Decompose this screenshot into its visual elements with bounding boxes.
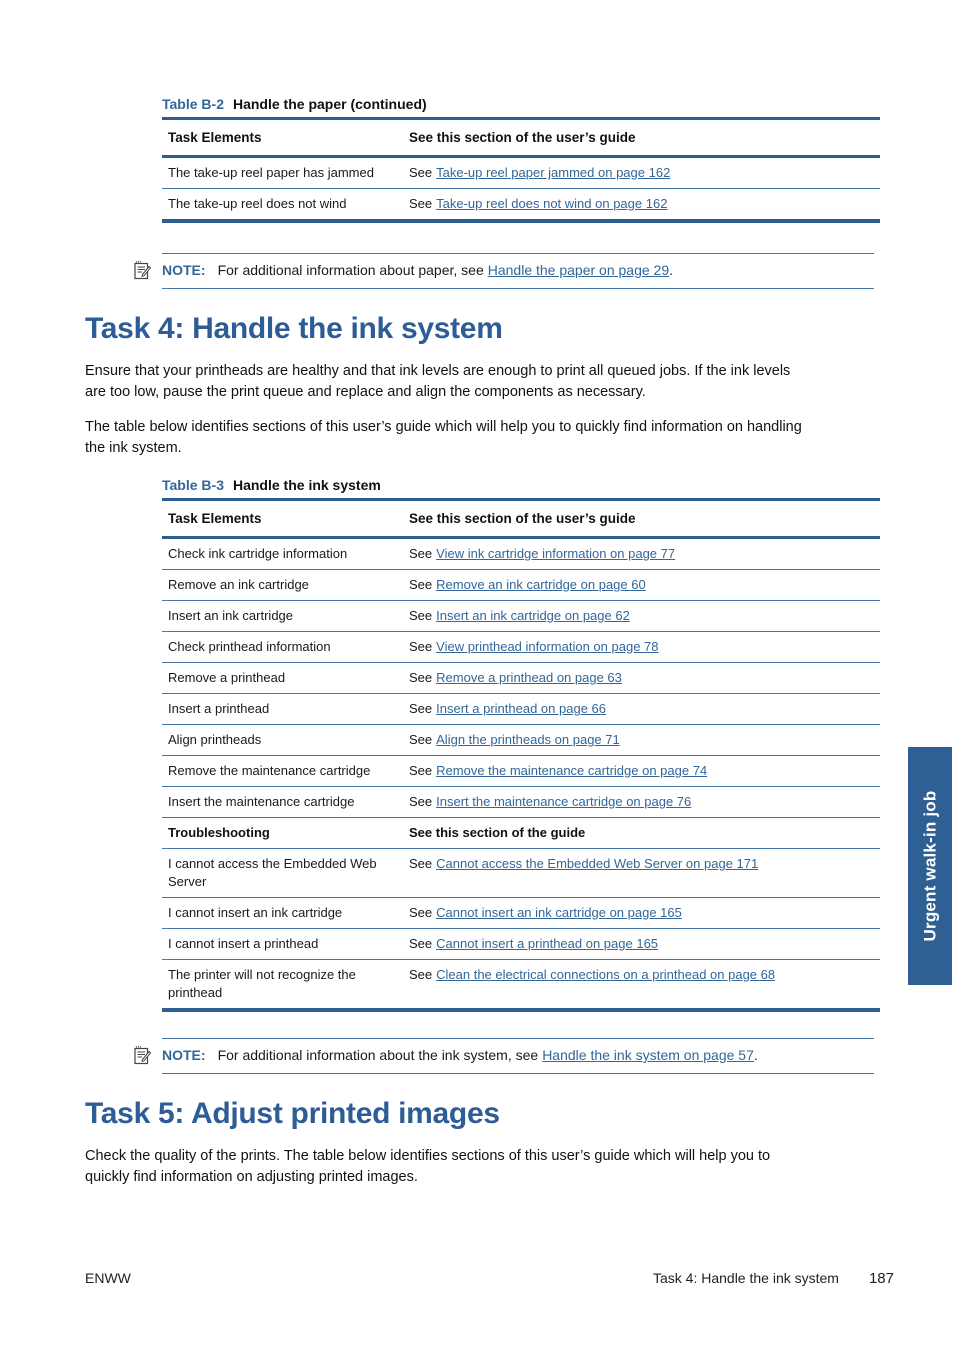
see-cell (403, 849, 880, 879)
table-row (162, 632, 880, 663)
section-link[interactable]: Take-up reel paper jammed on page 162 (436, 165, 671, 180)
see-cell (403, 539, 880, 569)
see-prefix: See (409, 794, 433, 809)
section-link[interactable]: Clean the electrical connections on a printhead on page 68 (436, 967, 776, 982)
table-row (162, 849, 880, 898)
table-subheader-row-troubleshooting (162, 818, 880, 849)
note-link[interactable]: Handle the ink system on page 57 (542, 1047, 754, 1063)
see-prefix: See (409, 608, 433, 623)
task-cell: I cannot access the Embedded Web Server (168, 856, 377, 889)
task-cell: I cannot insert an ink cartridge (168, 905, 343, 920)
table-row (162, 663, 880, 694)
see-cell (403, 632, 880, 662)
table-b3-caption (162, 477, 880, 493)
see-cell (403, 725, 880, 755)
see-prefix: See (409, 936, 433, 951)
see-prefix: See (409, 856, 433, 871)
paragraph: Ensure that your printheads are healthy and that ink levels are enough to print all queued jobs. If the ink levels are too low, pause the print queue and replace and align the components as necessary. (85, 363, 791, 400)
table-row (162, 725, 880, 756)
see-cell (403, 929, 880, 959)
footer-enww: ENWW (85, 1270, 131, 1286)
task-cell: The take-up reel does not wind (168, 196, 347, 211)
section-link[interactable]: Insert an ink cartridge on page 62 (436, 608, 630, 623)
note-link[interactable]: Handle the paper on page 29 (487, 262, 670, 278)
note-suffix: . (753, 1047, 758, 1063)
see-cell (403, 756, 880, 786)
see-prefix: See (409, 701, 433, 716)
note-text: For additional information about the ink system, see (217, 1047, 539, 1063)
table-row (162, 929, 880, 960)
see-cell (403, 189, 880, 219)
note-text: For additional information about paper, see (217, 262, 484, 278)
section-link[interactable]: View ink cartridge information on page 77 (436, 546, 676, 561)
table-b3 (162, 498, 880, 1012)
section-link[interactable]: Cannot insert a printhead on page 165 (436, 936, 659, 951)
heading-task-4: Task 4: Handle the ink system (85, 312, 503, 345)
table-b2-label: Table B-2 (162, 96, 224, 112)
table-row (162, 158, 880, 189)
column-header-task-elements: Task Elements (168, 130, 262, 145)
see-cell (403, 898, 880, 928)
see-prefix: See (409, 577, 433, 592)
table-b3-header-row (162, 501, 880, 539)
task-cell: Insert a printhead (168, 701, 270, 716)
table-b2 (162, 117, 880, 223)
paragraph: The table below identifies sections of this user’s guide which will help you to quickly find information on handling the ink system. (85, 419, 802, 456)
footer-right (653, 1270, 894, 1287)
note-icon (132, 1045, 152, 1065)
see-cell (403, 601, 880, 631)
see-prefix: See (409, 967, 433, 982)
column-header-see-section: See this section of the user’s guide (409, 130, 636, 145)
footer-page-number: 187 (868, 1270, 894, 1287)
note-label: NOTE: (162, 1047, 206, 1063)
table-row (162, 601, 880, 632)
subheader-task-cell: Troubleshooting (168, 825, 270, 840)
section-link[interactable]: Remove the maintenance cartridge on page 74 (436, 763, 708, 778)
column-header-task-elements: Task Elements (168, 511, 262, 526)
heading-task-5: Task 5: Adjust printed images (85, 1097, 500, 1130)
section-link[interactable]: Remove an ink cartridge on page 60 (436, 577, 646, 592)
task-cell: The take-up reel paper has jammed (168, 165, 374, 180)
note-paper (162, 253, 874, 289)
see-prefix: See (409, 165, 433, 180)
section-link[interactable]: Insert a printhead on page 66 (436, 701, 606, 716)
see-cell (403, 570, 880, 600)
section-link[interactable]: Align the printheads on page 71 (436, 732, 620, 747)
see-prefix: See (409, 732, 433, 747)
note-label: NOTE: (162, 262, 206, 278)
table-row (162, 787, 880, 818)
see-prefix: See (409, 905, 433, 920)
task-cell: Insert the maintenance cartridge (168, 794, 355, 809)
footer-section-label: Task 4: Handle the ink system (652, 1270, 839, 1286)
table-b3-label: Table B-3 (162, 477, 224, 493)
see-prefix: See (409, 670, 433, 685)
table-row (162, 189, 880, 219)
task-cell: Insert an ink cartridge (168, 608, 294, 623)
section-link[interactable]: Remove a printhead on page 63 (436, 670, 622, 685)
table-b2-header-row (162, 120, 880, 158)
note-suffix: . (669, 262, 673, 278)
see-prefix: See (409, 546, 433, 561)
task-cell: Remove an ink cartridge (168, 577, 309, 592)
see-cell (403, 787, 880, 817)
table-b3-title: Handle the ink system (232, 477, 381, 493)
page-content (85, 0, 880, 1188)
column-header-see-section: See this section of the user’s guide (409, 511, 636, 526)
task-cell: I cannot insert a printhead (168, 936, 319, 951)
table-b2-title: Handle the paper (continued) (232, 96, 427, 112)
see-prefix: See (409, 639, 433, 654)
task-cell: Remove the maintenance cartridge (168, 763, 371, 778)
paragraph: Check the quality of the prints. The table below identifies sections of this user’s guide which will help you to quickly find information on adjusting printed images. (85, 1148, 771, 1185)
see-cell (403, 694, 880, 724)
section-link[interactable]: Take-up reel does not wind on page 162 (436, 196, 668, 211)
see-prefix: See (409, 196, 433, 211)
section-link[interactable]: Cannot insert an ink cartridge on page 165 (436, 905, 682, 920)
urgent-walk-in-job-tab-label: Urgent walk-in job (920, 790, 940, 942)
see-cell (403, 663, 880, 693)
note-ink-system (162, 1038, 874, 1074)
table-row (162, 960, 880, 1008)
section-link[interactable]: Cannot access the Embedded Web Server on page 171 (436, 856, 759, 871)
task-cell: The printer will not recognize the printhead (168, 967, 356, 1000)
task-cell: Check ink cartridge information (168, 546, 348, 561)
task-cell: Remove a printhead (168, 670, 286, 685)
page-footer (85, 1270, 894, 1287)
see-cell (403, 960, 880, 990)
table-b2-caption (162, 96, 880, 112)
table-row (162, 570, 880, 601)
section-link[interactable]: Insert the maintenance cartridge on page 76 (436, 794, 692, 809)
table-row (162, 898, 880, 929)
task-cell: Check printhead information (168, 639, 331, 654)
table-row (162, 756, 880, 787)
subheader-see-cell: See this section of the guide (409, 825, 586, 840)
table-row (162, 539, 880, 570)
note-icon (132, 260, 152, 280)
section-link[interactable]: View printhead information on page 78 (436, 639, 659, 654)
see-prefix: See (409, 763, 433, 778)
task-cell: Align printheads (168, 732, 262, 747)
see-cell (403, 158, 880, 188)
table-row (162, 694, 880, 725)
urgent-walk-in-job-tab (908, 747, 952, 985)
